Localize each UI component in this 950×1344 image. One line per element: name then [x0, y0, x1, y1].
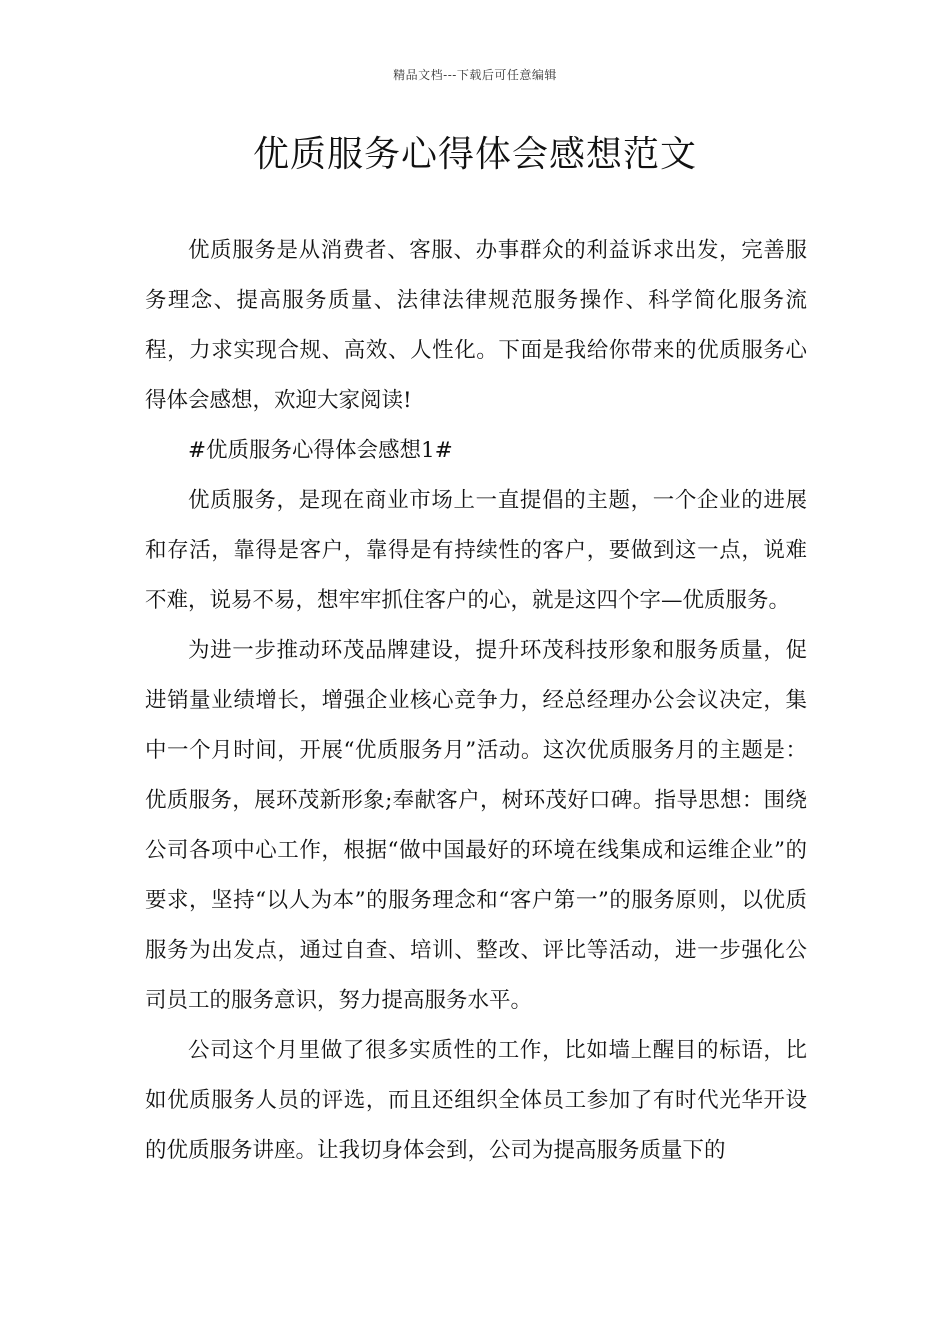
intro-paragraph: 优质服务是从消费者、客服、办事群众的利益诉求出发，完善服务理念、提高服务质量、法律法律规范服务操作、科学简化服务流程，力求实现合规、高效、人性化。下面是我给你带来的优质服务心得体会感想，欢迎大家阅读!: [145, 238, 807, 413]
section-heading: #优质服务心得体会感想1#: [188, 438, 453, 463]
header-note: 精品文档---下载后可任意编辑: [393, 68, 557, 82]
body-paragraph: 公司这个月里做了很多实质性的工作，比如墙上醒目的标语，比如优质服务人员的评选，而且还组织全体员工参加了有时代光华开设的优质服务讲座。让我切身体会到，公司为提高服务质量下的: [145, 1038, 807, 1163]
document-title: 优质服务心得体会感想范文: [252, 134, 697, 175]
body-paragraph: 优质服务，是现在商业市场上一直提倡的主题，一个企业的进展和存活，靠得是客户，靠得是有持续性的客户，要做到这一点，说难不难，说易不易，想牢牢抓住客户的心，就是这四个字—优质服务。: [145, 488, 807, 613]
document-body: [145, 226, 807, 1176]
body-paragraph: 为进一步推动环茂品牌建设，提升环茂科技形象和服务质量，促进销量业绩增长，增强企业核心竞争力，经总经理办公会议决定，集中一个月时间，开展“优质服务月”活动。这次优质服务月的主题是：优质服务，展环茂新形象;奉献客户，树环茂好口碑。指导思想：围绕公司各项中心工作，根据“做中国最好的环境在线集成和运维企业”的要求，坚持“以人为本”的服务理念和“客户第一”的服务原则，以优质服务为出发点，通过自查、培训、整改、评比等活动，进一步强化公司员工的服务意识，努力提高服务水平。: [145, 638, 807, 1013]
